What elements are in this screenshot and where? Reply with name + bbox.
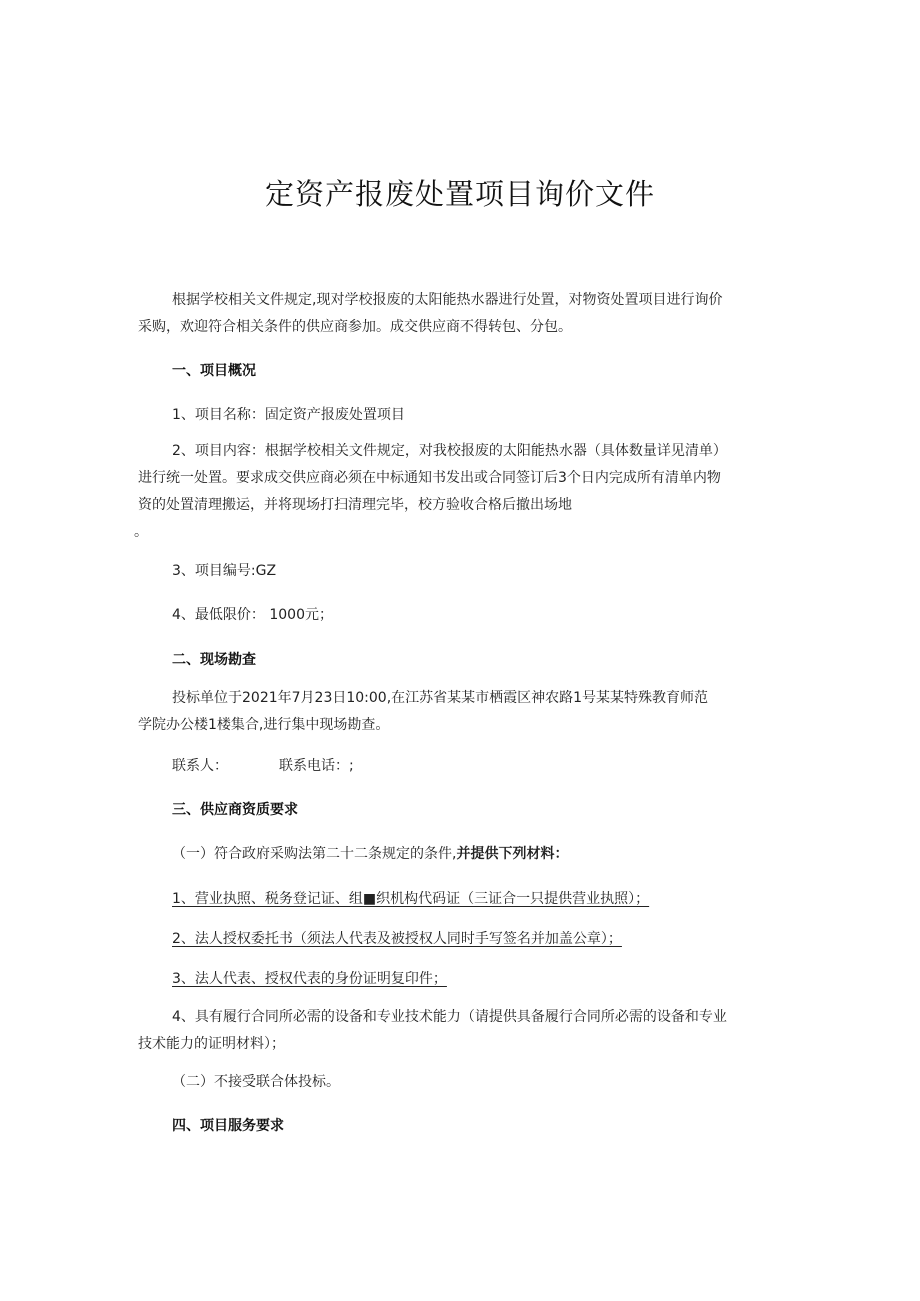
intro-line-1: 根据学校相关文件规定,现对学校报废的太阳能热水器进行处置，对物资处置项目进行询价	[172, 292, 723, 308]
qualification-clause-1	[172, 846, 568, 863]
contact-person-label: 联系人：	[172, 758, 228, 774]
requirement-4-line-1: 4、具有履行合同所必需的设备和专业技术能力（请提供具备履行合同所必需的设备和专业	[172, 1009, 727, 1025]
project-content-line-2: 进行统一处置。要求成交供应商必须在中标通知书发出或合同签订后3个日内完成所有清单内物	[138, 470, 721, 486]
site-survey-line-1: 投标单位于2021年7月23日10:00,在江苏省某某市栖霞区神农路1号某某特殊教育师范	[172, 690, 709, 706]
qualification-clause-2: （二）不接受联合体投标。	[172, 1074, 340, 1090]
requirement-3: 3、法人代表、授权代表的身份证明复印件；	[172, 971, 447, 987]
site-survey-line-2: 学院办公楼1楼集合,进行集中现场勘查。	[138, 717, 390, 733]
project-content-line-3: 资的处置清理搬运，并将现场打扫清理完毕，校方验收合格后撤出场地	[138, 497, 572, 513]
requirement-2: 2、法人授权委托书（须法人代表及被授权人同时手写签名并加盖公章）；	[172, 931, 622, 947]
qualification-clause-1-text: （一）符合政府采购法第二十二条规定的条件,	[172, 846, 457, 862]
contact-phone-label: 联系电话：;	[279, 758, 354, 774]
section-4-heading: 四、项目服务要求	[172, 1118, 284, 1134]
minimum-price: 4、最低限价： 1000元；	[172, 607, 333, 623]
section-2-heading: 二、现场勘查	[172, 652, 256, 668]
requirement-4-line-2: 技术能力的证明材料）；	[138, 1036, 285, 1052]
project-number: 3、项目编号:GZ	[172, 563, 277, 579]
project-content-line-1: 2、项目内容：根据学校相关文件规定，对我校报废的太阳能热水器（具体数量详见清单）	[172, 443, 727, 459]
project-name: 1、项目名称：固定资产报废处置项目	[172, 407, 405, 423]
intro-line-2: 采购，欢迎符合相关条件的供应商参加。成交供应商不得转包、分包。	[138, 319, 572, 335]
document-title: 定资产报废处置项目询价文件	[264, 177, 655, 211]
qualification-clause-1-emphasis: 并提供下列材料：	[456, 846, 569, 862]
project-content-line-4: 。	[134, 524, 148, 540]
requirement-1: 1、营业执照、税务登记证、组■织机构代码证（三证合一只提供营业执照）；	[172, 891, 650, 907]
section-1-heading: 一、项目概况	[172, 363, 256, 379]
section-3-heading: 三、供应商资质要求	[172, 802, 298, 818]
